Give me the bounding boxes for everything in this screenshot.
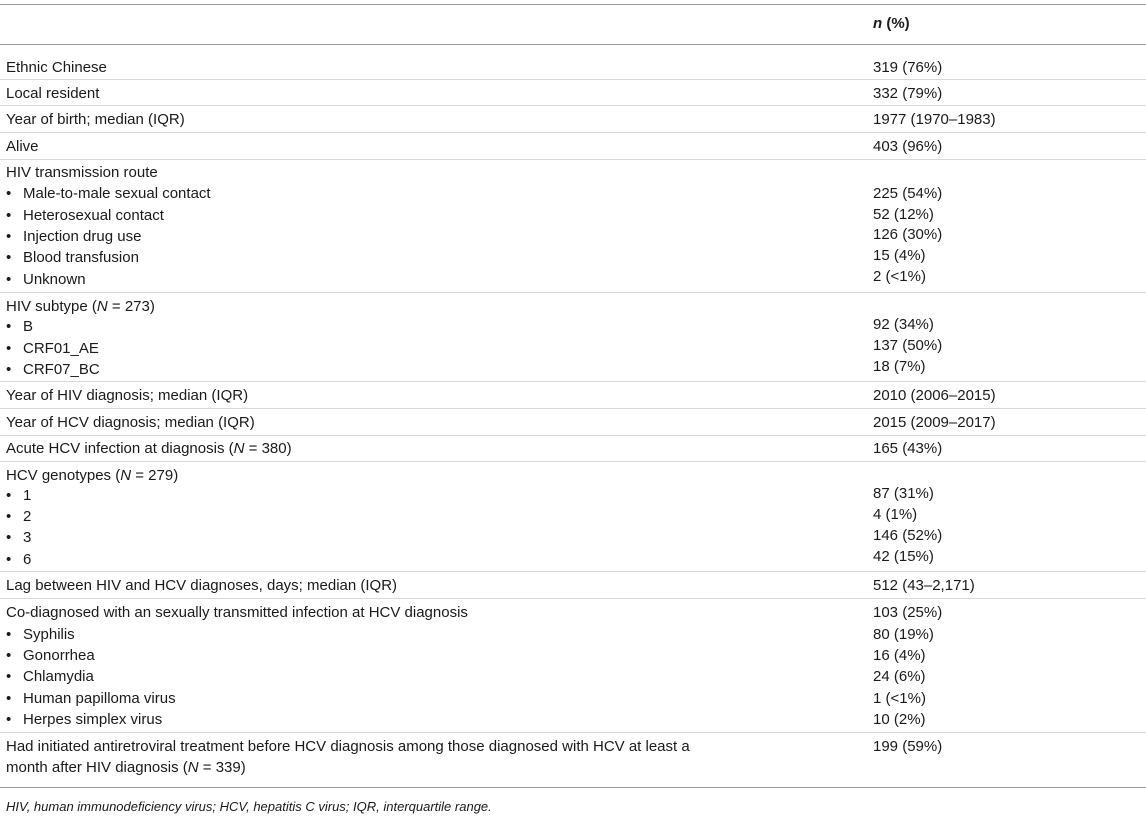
list-item — [6, 688, 176, 709]
bullet-icon: • — [6, 271, 12, 288]
row-divider — [0, 732, 1146, 733]
bullet-icon: • — [6, 626, 12, 643]
bullet-icon: • — [6, 185, 12, 202]
row-value: 165 (43%) — [873, 440, 943, 457]
list-item — [6, 269, 86, 290]
footnote: HIV, human immunodeficiency virus; HCV, hepatitis C virus; IQR, interquartile range. — [6, 799, 492, 814]
bullet-icon: • — [6, 318, 12, 335]
section-label: HIV transmission route — [6, 164, 158, 181]
section-label: HIV subtype (N = 273) — [6, 298, 155, 315]
row-divider — [0, 461, 1146, 462]
row-label: Had initiated antiretroviral treatment before HCV diagnosis among those diagnosed with HCV at least a — [6, 738, 690, 755]
row-value: 10 (2%) — [873, 711, 926, 728]
row-divider — [0, 381, 1146, 382]
list-item — [6, 666, 94, 687]
bullet-icon: • — [6, 711, 12, 728]
item-label: 3 — [23, 529, 32, 546]
list-item — [6, 183, 211, 204]
bullet-icon: • — [6, 690, 12, 707]
row-label: Acute HCV infection at diagnosis (N = 380) — [6, 440, 292, 457]
item-label: Injection drug use — [23, 228, 142, 245]
item-label: B — [23, 318, 34, 335]
list-item — [6, 506, 31, 527]
item-label: 2 — [23, 508, 32, 525]
row-value: 103 (25%) — [873, 604, 943, 621]
list-item — [6, 247, 139, 268]
row-value: 319 (76%) — [873, 59, 943, 76]
list-item — [6, 624, 75, 645]
bullet-icon: • — [6, 340, 12, 357]
row-label: Year of HIV diagnosis; median (IQR) — [6, 387, 249, 404]
row-label: Year of birth; median (IQR) — [6, 111, 185, 128]
row-value: 2010 (2006–2015) — [873, 387, 996, 404]
column-header — [873, 13, 910, 34]
item-label: Human papilloma virus — [23, 690, 176, 707]
row-value: 2 (<1%) — [873, 268, 926, 285]
item-label: 6 — [23, 551, 32, 568]
bullet-icon: • — [6, 487, 12, 504]
row-value: 87 (31%) — [873, 485, 934, 502]
row-value: 4 (1%) — [873, 506, 918, 523]
item-label: Syphilis — [23, 626, 75, 643]
list-item — [6, 205, 164, 226]
row-label: Year of HCV diagnosis; median (IQR) — [6, 414, 255, 431]
column-header-n: n — [873, 15, 883, 32]
row-value: 512 (43–2,171) — [873, 577, 975, 594]
row-label: Co-diagnosed with an sexually transmitted infection at HCV diagnosis — [6, 604, 468, 621]
list-item — [6, 645, 95, 666]
bullet-icon: • — [6, 508, 12, 525]
row-label: Local resident — [6, 85, 100, 102]
row-divider — [0, 79, 1146, 80]
row-divider — [0, 105, 1146, 106]
row-divider — [0, 571, 1146, 572]
item-label: 1 — [23, 487, 32, 504]
bullet-icon: • — [6, 529, 12, 546]
row-value: 332 (79%) — [873, 85, 943, 102]
bullet-icon: • — [6, 228, 12, 245]
bullet-icon: • — [6, 647, 12, 664]
item-label: Chlamydia — [23, 668, 94, 685]
bullet-icon: • — [6, 207, 12, 224]
row-label: Ethnic Chinese — [6, 59, 107, 76]
item-label: Heterosexual contact — [23, 207, 164, 224]
row-value: 199 (59%) — [873, 738, 943, 755]
item-label: Unknown — [23, 271, 86, 288]
item-label: Herpes simplex virus — [23, 711, 163, 728]
column-header-pct: (%) — [882, 15, 910, 32]
bullet-icon: • — [6, 249, 12, 266]
bottom-rule — [0, 787, 1146, 788]
row-value: 137 (50%) — [873, 337, 943, 354]
row-value: 2015 (2009–2017) — [873, 414, 996, 431]
list-item — [6, 316, 33, 337]
top-rule — [0, 4, 1146, 5]
bullet-icon: • — [6, 668, 12, 685]
list-item — [6, 527, 31, 548]
item-label: Male-to-male sexual contact — [23, 185, 211, 202]
list-item — [6, 226, 141, 247]
list-item — [6, 709, 162, 730]
item-label: Blood transfusion — [23, 249, 139, 266]
row-value: 146 (52%) — [873, 527, 943, 544]
row-value: 403 (96%) — [873, 138, 943, 155]
row-divider — [0, 159, 1146, 160]
section-label: HCV genotypes (N = 279) — [6, 467, 179, 484]
row-value: 225 (54%) — [873, 185, 943, 202]
row-label-continued: month after HIV diagnosis (N = 339) — [6, 759, 246, 776]
row-value: 24 (6%) — [873, 668, 926, 685]
row-label: Alive — [6, 138, 39, 155]
header-rule — [0, 44, 1146, 45]
row-value: 16 (4%) — [873, 647, 926, 664]
row-value: 92 (34%) — [873, 316, 934, 333]
row-value: 42 (15%) — [873, 548, 934, 565]
row-label: Lag between HIV and HCV diagnoses, days; median (IQR) — [6, 577, 398, 594]
bullet-icon: • — [6, 551, 12, 568]
row-divider — [0, 408, 1146, 409]
row-divider — [0, 292, 1146, 293]
item-label: CRF07_BC — [23, 361, 100, 378]
list-item — [6, 338, 99, 359]
item-label: CRF01_AE — [23, 340, 99, 357]
item-label: Gonorrhea — [23, 647, 95, 664]
list-item — [6, 549, 31, 570]
row-divider — [0, 598, 1146, 599]
row-value: 1 (<1%) — [873, 690, 926, 707]
row-value: 15 (4%) — [873, 247, 926, 264]
row-value: 126 (30%) — [873, 226, 943, 243]
row-value: 1977 (1970–1983) — [873, 111, 996, 128]
list-item — [6, 359, 100, 380]
row-divider — [0, 435, 1146, 436]
row-value: 52 (12%) — [873, 206, 934, 223]
bullet-icon: • — [6, 361, 12, 378]
list-item — [6, 485, 31, 506]
row-value: 18 (7%) — [873, 358, 926, 375]
row-value: 80 (19%) — [873, 626, 934, 643]
row-divider — [0, 132, 1146, 133]
